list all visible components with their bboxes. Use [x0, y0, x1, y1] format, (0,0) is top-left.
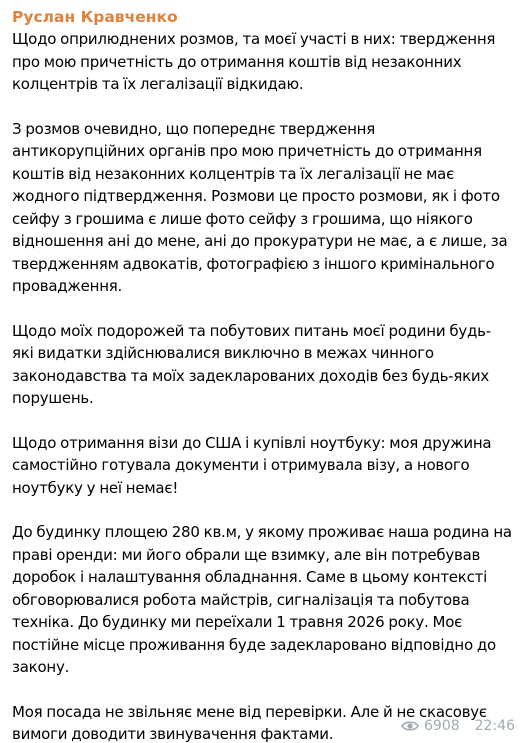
- text-line: колцентрів та їх легалізації відкидаю.: [12, 75, 304, 93]
- text-line: доробок і налаштування обладнання. Саме в цьому контексті: [12, 568, 487, 586]
- text-line: Щодо оприлюднених розмов, та моєї участі в них: твердження: [12, 30, 496, 48]
- text-line: законодавства та моїх задекларованих доходів без будь-яких: [12, 366, 490, 385]
- message-time: 22:46: [474, 718, 515, 734]
- message-paragraph: [12, 521, 517, 679]
- text-line: про мою причетність до отримання коштів від незаконних: [12, 52, 462, 71]
- paragraph-gap: [12, 96, 517, 118]
- message-meta: [401, 717, 515, 735]
- text-line: техніка. До будинку ми переїхали 1 травня 2026 року. Моє: [12, 613, 463, 631]
- text-line: Моя посада не звільняє мене від перевірки. Але й не скасовує: [12, 702, 487, 721]
- text-line: жодного підтвердження. Розмови це просто розмови, як і фото: [12, 187, 500, 205]
- message-paragraph: [12, 118, 517, 298]
- message-paragraph: [12, 28, 517, 96]
- text-line: провадження.: [12, 277, 123, 295]
- text-line: Щодо моїх подорожей та побутових питань моєї родини будь-: [12, 321, 491, 340]
- message-paragraph: [12, 432, 517, 500]
- text-line: До будинку площею 280 кв.м, у якому проживає наша родина на: [12, 523, 512, 541]
- text-line: твердженням адвокатів, фотографією з іншого кримінального: [12, 254, 495, 273]
- text-line: постійне місце проживання буде задекларовано відповідно до: [12, 635, 496, 654]
- text-line: закону.: [12, 658, 70, 676]
- text-line: праві оренди: ми його обрали ще взимку, але він потребував: [12, 545, 481, 564]
- text-line: порушень.: [12, 389, 94, 407]
- message-text: [12, 28, 517, 743]
- author-name[interactable]: Руслан Кравченко: [12, 8, 178, 26]
- paragraph-gap: [12, 298, 517, 320]
- paragraph-gap: [12, 410, 517, 432]
- paragraph-gap: [12, 499, 517, 521]
- text-line: антикорупційних органів про мою причетність до отримання: [12, 142, 482, 160]
- text-line: які видатки здійснювалися виключно в межах чинного: [12, 344, 434, 362]
- eye-icon: [401, 719, 419, 733]
- message-paragraph: [12, 320, 517, 410]
- text-line: вимоги доводити звинувачення фактами.: [12, 725, 334, 743]
- text-line: сейфу з грошима є лише фото сейфу з грошима, що ніякого: [12, 209, 473, 228]
- views-count: 6908: [424, 718, 460, 734]
- paragraph-gap: [12, 679, 517, 701]
- text-line: обговорювалися робота майстрів, сигналізація та побутова: [12, 590, 470, 609]
- text-line: коштів від незаконних колцентрів та їх легалізації не має: [12, 164, 455, 183]
- text-line: З розмов очевидно, що попереднє твердження: [12, 119, 376, 138]
- text-line: самостійно готувала документи і отримувала візу, а нового: [12, 456, 470, 474]
- text-line: Щодо отримання візи до США і купівлі ноутбуку: моя дружина: [12, 433, 492, 452]
- text-line: відношення ані до мене, ані до прокуратури не має, а є лише, за: [12, 232, 508, 250]
- text-line: ноутбуку у неї немає!: [12, 478, 179, 497]
